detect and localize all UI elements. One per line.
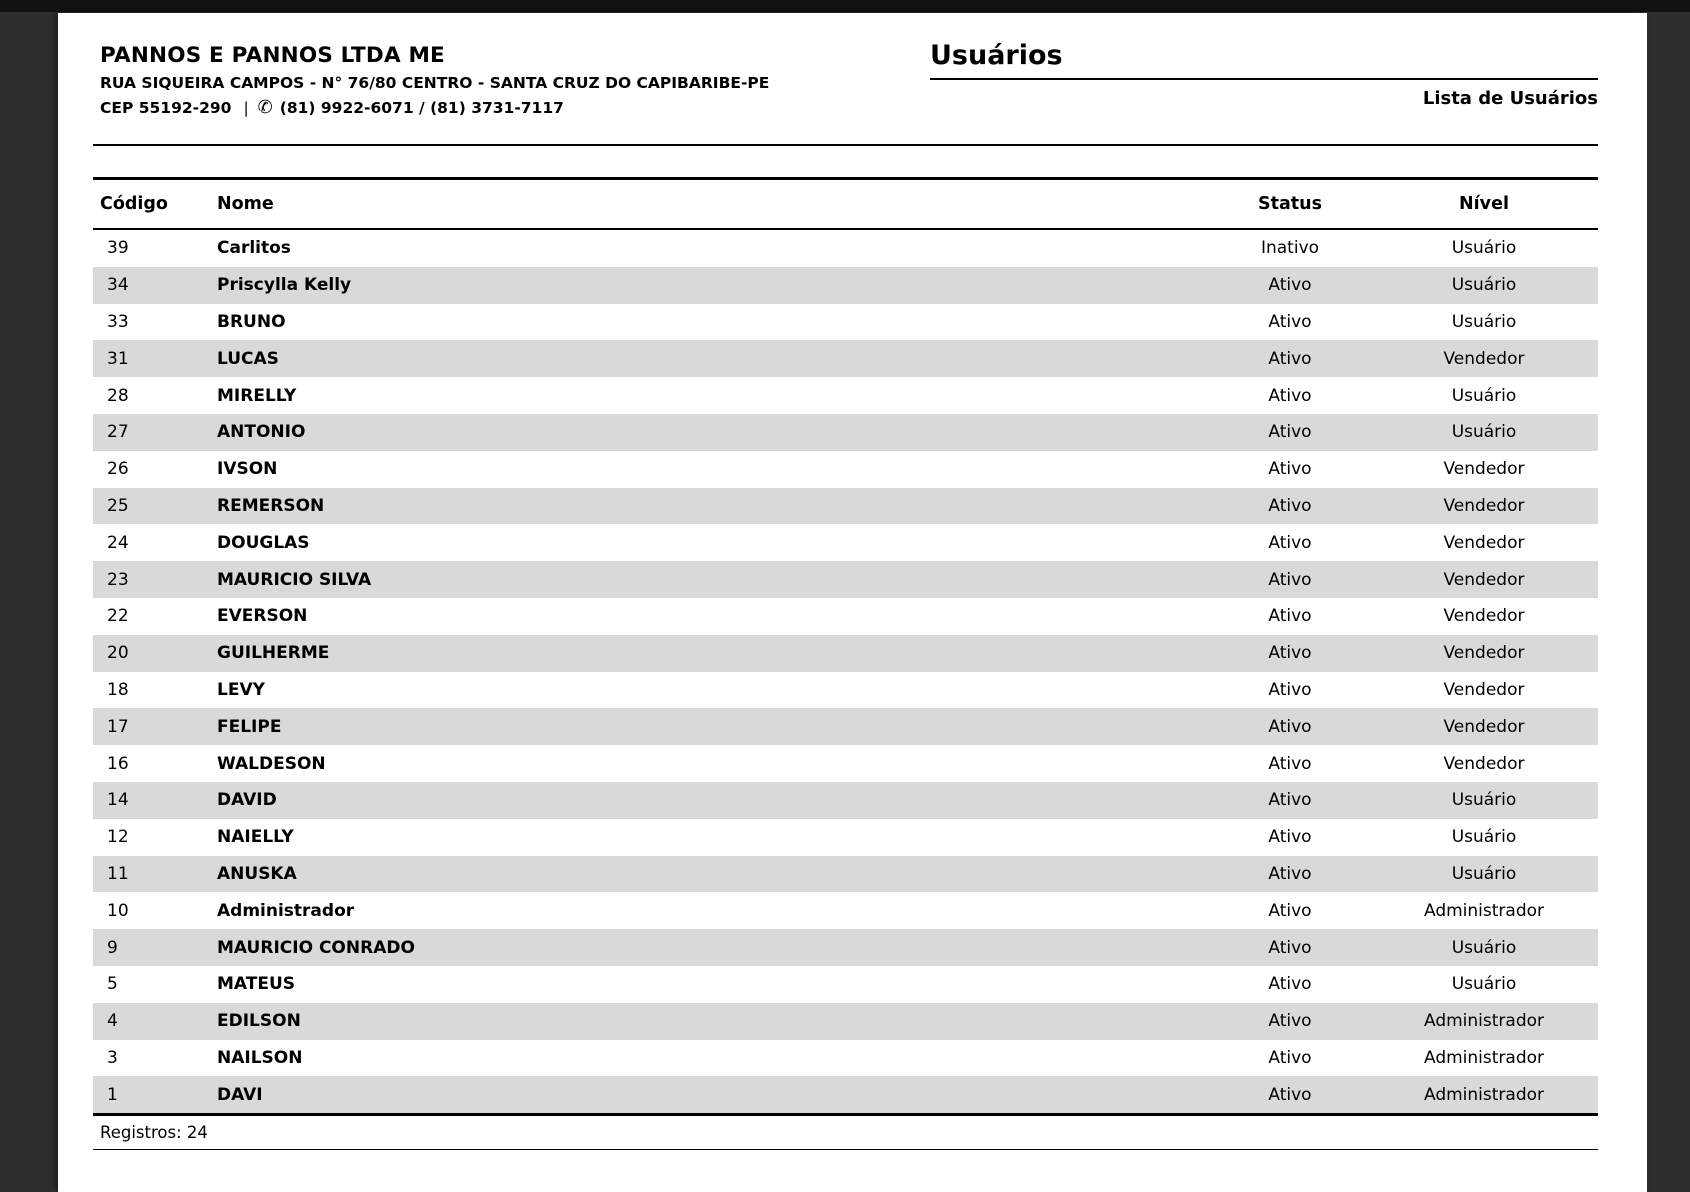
table-row — [93, 414, 1598, 451]
company-name: PANNOS E PANNOS LTDA ME — [100, 43, 445, 68]
cell-level: Usuário — [1451, 974, 1517, 995]
cell-status: Ativo — [1268, 827, 1312, 848]
header-divider — [93, 144, 1598, 146]
cell-code: 22 — [107, 606, 129, 627]
cell-level: Vendedor — [1443, 348, 1525, 369]
cell-status: Ativo — [1268, 863, 1312, 884]
records-count: Registros: 24 — [93, 1116, 1598, 1150]
cell-status: Ativo — [1268, 937, 1312, 958]
table-row — [93, 1076, 1598, 1113]
table-row — [93, 929, 1598, 966]
cell-code: 11 — [107, 863, 129, 884]
table-row — [93, 377, 1598, 414]
cell-name: DAVI — [217, 1084, 263, 1105]
cell-status: Ativo — [1268, 348, 1312, 369]
company-phones: (81) 9922-6071 / (81) 3731-7117 — [279, 98, 564, 117]
cell-status: Ativo — [1268, 275, 1312, 296]
cell-status: Ativo — [1268, 1047, 1312, 1068]
table-row — [93, 966, 1598, 1003]
cell-name: WALDESON — [217, 753, 326, 774]
cell-level: Usuário — [1451, 238, 1517, 259]
cell-status: Ativo — [1268, 606, 1312, 627]
cell-name: NAILSON — [217, 1047, 303, 1068]
table-row — [93, 635, 1598, 672]
cell-name: REMERSON — [217, 495, 325, 516]
table-row — [93, 561, 1598, 598]
table-row — [93, 1003, 1598, 1040]
cell-level: Usuário — [1451, 790, 1517, 811]
table-row — [93, 598, 1598, 635]
cell-name: IVSON — [217, 459, 278, 480]
table-row — [93, 708, 1598, 745]
cell-level: Vendedor — [1443, 569, 1525, 590]
cell-code: 20 — [107, 643, 129, 664]
cell-level: Administrador — [1423, 1047, 1544, 1068]
cell-code: 25 — [107, 495, 129, 516]
cell-status: Ativo — [1268, 569, 1312, 590]
cell-code: 27 — [107, 422, 129, 443]
cell-code: 31 — [107, 348, 129, 369]
cell-status: Ativo — [1268, 679, 1312, 700]
cell-status: Ativo — [1268, 495, 1312, 516]
cell-status: Ativo — [1268, 1084, 1312, 1105]
cell-name: Administrador — [217, 900, 355, 921]
cell-name: Priscylla Kelly — [217, 275, 352, 296]
cell-name: NAIELLY — [217, 827, 294, 848]
cell-status: Ativo — [1268, 459, 1312, 480]
cell-code: 9 — [107, 937, 118, 958]
column-header-status: Status — [1257, 194, 1323, 214]
table-row — [93, 745, 1598, 782]
cell-name: FELIPE — [217, 716, 282, 737]
table-row — [93, 488, 1598, 525]
cell-status: Ativo — [1268, 422, 1312, 443]
cell-level: Vendedor — [1443, 643, 1525, 664]
table-row — [93, 782, 1598, 819]
table-row — [93, 819, 1598, 856]
cell-status: Ativo — [1268, 1011, 1312, 1032]
cell-code: 23 — [107, 569, 129, 590]
cell-name: LEVY — [217, 679, 265, 700]
cell-level: Vendedor — [1443, 606, 1525, 627]
table-row — [93, 304, 1598, 341]
cell-level: Usuário — [1451, 937, 1517, 958]
cell-code: 18 — [107, 679, 129, 700]
cell-level: Usuário — [1451, 311, 1517, 332]
cell-code: 1 — [107, 1084, 118, 1105]
cell-code: 10 — [107, 900, 129, 921]
users-table — [93, 177, 1598, 1150]
cell-level: Administrador — [1423, 1084, 1544, 1105]
cell-code: 26 — [107, 459, 129, 480]
cell-name: ANTONIO — [217, 422, 306, 443]
table-row — [93, 230, 1598, 267]
company-contact-line — [100, 97, 564, 118]
cell-name: EVERSON — [217, 606, 308, 627]
table-body — [93, 230, 1598, 1116]
cell-name: DAVID — [217, 790, 277, 811]
cell-name: DOUGLAS — [217, 532, 310, 553]
cell-name: MAURICIO CONRADO — [217, 937, 415, 958]
cell-name: MATEUS — [217, 974, 296, 995]
cell-status: Ativo — [1268, 716, 1312, 737]
separator-bar: | — [243, 98, 249, 117]
cell-level: Usuário — [1451, 422, 1517, 443]
cell-code: 34 — [107, 275, 129, 296]
cell-code: 3 — [107, 1047, 118, 1068]
column-header-nome: Nome — [217, 194, 274, 214]
cell-status: Ativo — [1268, 790, 1312, 811]
cell-status: Ativo — [1268, 385, 1312, 406]
cell-level: Vendedor — [1443, 679, 1525, 700]
cell-code: 24 — [107, 532, 129, 553]
cell-level: Usuário — [1451, 385, 1517, 406]
cell-level: Usuário — [1451, 827, 1517, 848]
table-row — [93, 856, 1598, 893]
title-block — [930, 41, 1598, 109]
cell-code: 4 — [107, 1011, 118, 1032]
title-underline — [930, 78, 1598, 80]
phone-icon: ✆ — [257, 97, 273, 118]
cell-status: Ativo — [1268, 532, 1312, 553]
column-header-nivel: Nível — [1459, 194, 1509, 214]
cell-code: 39 — [107, 238, 129, 259]
cell-level: Vendedor — [1443, 753, 1525, 774]
cell-code: 12 — [107, 827, 129, 848]
table-header-row — [93, 180, 1598, 230]
cell-status: Ativo — [1268, 753, 1312, 774]
cell-name: EDILSON — [217, 1011, 301, 1032]
cell-code: 33 — [107, 311, 129, 332]
cell-level: Vendedor — [1443, 716, 1525, 737]
cell-code: 14 — [107, 790, 129, 811]
cell-name: MIRELLY — [217, 385, 297, 406]
report-page — [58, 13, 1647, 1192]
table-row — [93, 451, 1598, 488]
table-row — [93, 340, 1598, 377]
company-cep: CEP 55192-290 — [100, 98, 232, 117]
cell-code: 5 — [107, 974, 118, 995]
cell-level: Vendedor — [1443, 459, 1525, 480]
cell-status: Ativo — [1268, 311, 1312, 332]
cell-level: Usuário — [1451, 863, 1517, 884]
table-row — [93, 267, 1598, 304]
table-row — [93, 1040, 1598, 1077]
cell-level: Usuário — [1451, 275, 1517, 296]
page-subtitle: Lista de Usuários — [1422, 87, 1598, 109]
page-title: Usuários — [930, 40, 1063, 71]
cell-status: Inativo — [1260, 238, 1320, 259]
table-row — [93, 892, 1598, 929]
cell-name: LUCAS — [217, 348, 279, 369]
cell-name: Carlitos — [217, 238, 291, 259]
cell-level: Vendedor — [1443, 495, 1525, 516]
cell-level: Administrador — [1423, 1011, 1544, 1032]
cell-status: Ativo — [1268, 643, 1312, 664]
table-row — [93, 524, 1598, 561]
cell-name: ANUSKA — [217, 863, 297, 884]
column-header-codigo: Código — [100, 194, 168, 214]
cell-name: MAURICIO SILVA — [217, 569, 372, 590]
cell-code: 28 — [107, 385, 129, 406]
cell-name: GUILHERME — [217, 643, 330, 664]
cell-code: 16 — [107, 753, 129, 774]
cell-code: 17 — [107, 716, 129, 737]
window-top-edge — [0, 0, 1690, 12]
company-address: RUA SIQUEIRA CAMPOS - N° 76/80 CENTRO - SANTA CRUZ DO CAPIBARIBE-PE — [100, 74, 770, 92]
cell-level: Administrador — [1423, 900, 1544, 921]
cell-status: Ativo — [1268, 900, 1312, 921]
cell-name: BRUNO — [217, 311, 286, 332]
cell-level: Vendedor — [1443, 532, 1525, 553]
table-row — [93, 672, 1598, 709]
cell-status: Ativo — [1268, 974, 1312, 995]
